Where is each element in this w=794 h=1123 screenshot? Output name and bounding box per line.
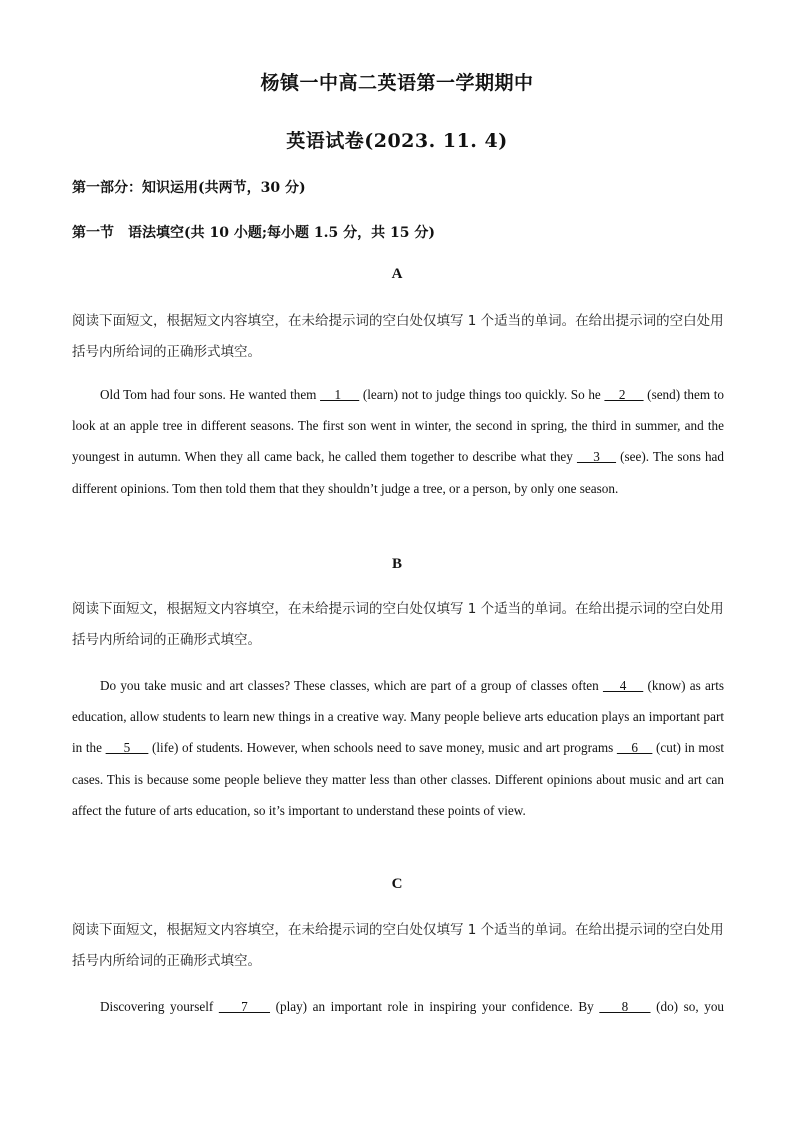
passage-a-text-1: Old Tom had four sons. He wanted them — [100, 387, 321, 402]
passage-c-text-2: (play) an important role in inspiring your confidence. By — [270, 999, 600, 1014]
section1-heading: 第一节 语法填空(共 10 小题;每小题 1.5 分，共 15 分) — [72, 225, 435, 241]
blank-3: 3 — [576, 449, 617, 465]
passage-b-text-4: (cut) in most cases. This is because some people believe they matter less than other classes. Different opinions about music and art can affect the future of arts education, so it’s important to understand these points of view. — [72, 740, 725, 818]
passage-a-text-2: (learn) not to judge things too quickly. So he — [359, 387, 605, 402]
part1-heading: 第一部分：知识运用(共两节，30 分) — [72, 180, 306, 196]
blank-8: 8 — [599, 999, 651, 1014]
passage-b-instruction: 阅读下面短文，根据短文内容填空，在未给提示词的空白处仅填写 1 个适当的单词。在给出提示词的空白处用括号内所给词的正确形式填空。 — [72, 601, 724, 648]
passage-a-instruction: 阅读下面短文，根据短文内容填空，在未给提示词的空白处仅填写 1 个适当的单词。在给出提示词的空白处用括号内所给词的正确形式填空。 — [72, 313, 724, 360]
passage-a-text-3: (send) them to look at an apple tree in different seasons. The first son went in winter, the second in spring, the third in summer, and the youngest in autumn. When they all came back, he called them together to describe what they — [72, 387, 724, 465]
blank-1: 1 — [320, 387, 360, 402]
passage-b-letter: B — [391, 556, 402, 572]
blank-2: 2 — [604, 387, 644, 402]
passage-b-text-1: Do you take music and art classes? These classes, which are part of a group of classes often — [100, 678, 603, 693]
blank-6: 6 — [616, 740, 653, 756]
passage-c-text-3: (do) so, you — [650, 999, 725, 1014]
passage-b-text-2: (know) as arts education, allow students to learn new things in a creative way. Many people believe arts education plays an important part in the — [72, 678, 725, 756]
passage-b-text — [72, 670, 724, 826]
exam-title: 杨镇一中高二英语第一学期期中 — [260, 72, 534, 94]
blank-4: 4 — [602, 678, 644, 693]
exam-subtitle: 英语试卷(2023. 11. 4) — [286, 130, 508, 152]
passage-c-instruction: 阅读下面短文，根据短文内容填空，在未给提示词的空白处仅填写 1 个适当的单词。在给出提示词的空白处用括号内所给词的正确形式填空。 — [72, 922, 724, 969]
passage-a-letter: A — [391, 266, 403, 282]
passage-a-text-4: (see). The sons had different opinions. Tom then told them that they shouldn’t judge a tree, or a person, by only one season. — [72, 449, 724, 496]
blank-5: 5 — [105, 740, 149, 756]
passage-c-letter: C — [391, 876, 403, 892]
blank-7: 7 — [218, 999, 271, 1014]
passage-c-text — [72, 991, 724, 1022]
passage-c-text-1: Discovering yourself — [100, 999, 219, 1014]
passage-b-text-3: (life) of students. However, when schools need to save money, music and art programs — [148, 740, 617, 756]
passage-a-text — [72, 379, 724, 504]
